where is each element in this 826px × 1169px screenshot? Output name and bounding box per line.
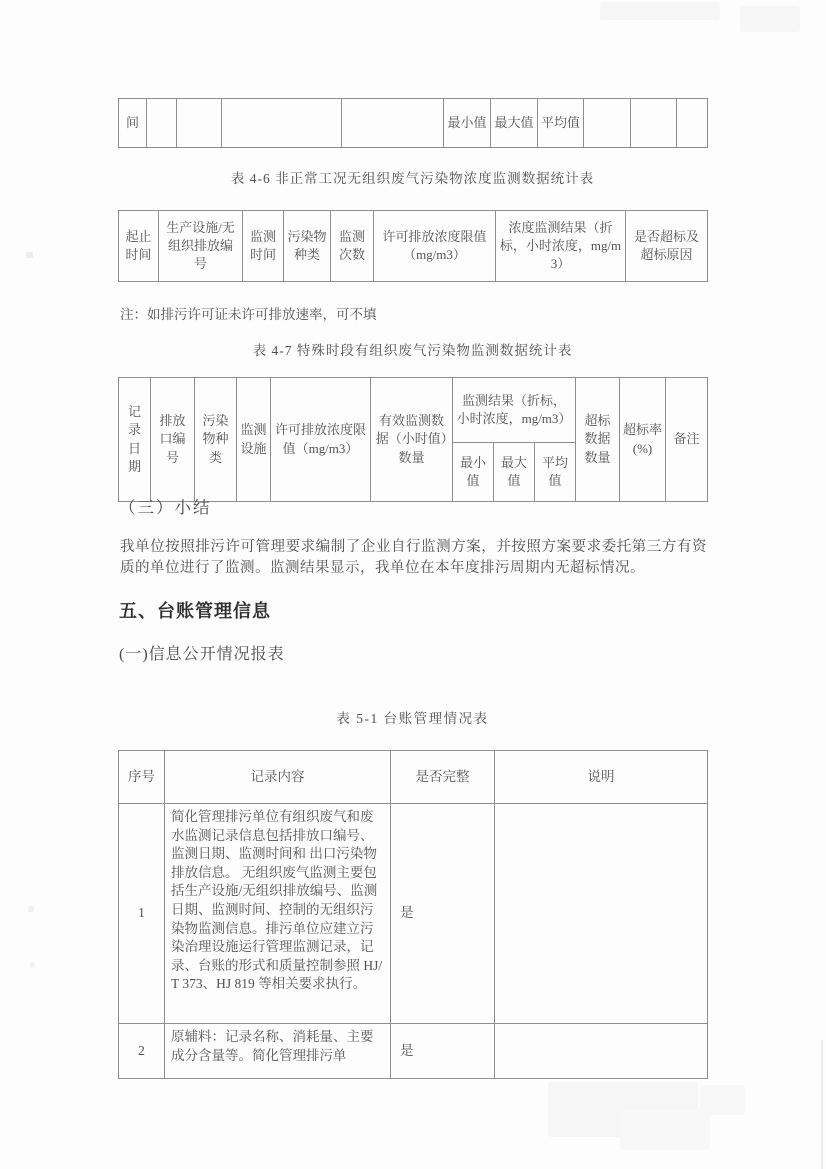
row2-is-complete: 是 (391, 1024, 495, 1079)
row2-explanation (495, 1024, 708, 1079)
row1-seq-no: 1 (119, 804, 165, 1024)
table-cell (342, 99, 444, 148)
table-4-6 (118, 210, 708, 282)
header-exceed-reason: 是否超标及超标原因 (626, 211, 708, 282)
table-row (119, 804, 708, 1024)
header-pollutant-type: 污染物种类 (195, 378, 237, 502)
header-is-complete: 是否完整 (391, 751, 495, 804)
row1-explanation (495, 804, 708, 1024)
header-monitor-time: 监测时间 (243, 211, 284, 282)
section-summary-heading: （三）小结 (119, 498, 212, 517)
scan-noise (700, 1085, 745, 1115)
table-cell-max: 最大值 (491, 99, 538, 148)
header-exceed-rate: 超标率(%) (620, 378, 666, 502)
header-avg-value: 平均值 (535, 443, 576, 502)
table-4-6-caption: 表 4-6 非正常工况无组织废气污染物浓度监测数据统计表 (230, 171, 595, 186)
scan-noise (548, 1082, 698, 1137)
header-min-value: 最小值 (453, 443, 494, 502)
header-seq-no: 序号 (119, 751, 165, 804)
header-record-content: 记录内容 (165, 751, 391, 804)
header-pollutant-type: 污染物种类 (284, 211, 331, 282)
header-start-end-time: 起止时间 (119, 211, 159, 282)
header-remark: 备注 (666, 378, 708, 502)
row2-seq-no: 2 (119, 1024, 165, 1079)
section-5-heading: 五、台账管理信息 (119, 601, 271, 621)
scan-noise (821, 1040, 823, 1169)
table-cell (631, 99, 677, 148)
header-exceed-count: 超标数据数量 (576, 378, 620, 502)
header-result-group: 监测结果（折标，小时浓度，mg/m3） (453, 378, 576, 443)
header-permit-limit: 许可排放浓度限值（mg/m3） (374, 211, 496, 282)
scan-noise (26, 252, 33, 258)
header-facility-id: 生产设施/无组织排放编号 (159, 211, 243, 282)
table-4-7 (118, 377, 708, 502)
row2-record-content: 原辅料：记录名称、消耗量、主要成分含量等。简化管理排污单 (165, 1024, 391, 1079)
header-outlet-no: 排放口编号 (151, 378, 195, 502)
table-cell (584, 99, 631, 148)
scan-noise (740, 6, 800, 32)
header-record-date: 记录日期 (119, 378, 151, 502)
header-valid-data-count: 有效监测数据（小时值）数量 (371, 378, 453, 502)
table-cell (147, 99, 177, 148)
table-cell (222, 99, 342, 148)
table-cell (177, 99, 222, 148)
table-cell (677, 99, 708, 148)
header-max-value: 最大值 (494, 443, 535, 502)
header-concentration-result: 浓度监测结果（折标，小时浓度，mg/m3） (496, 211, 626, 282)
scan-noise (600, 2, 720, 20)
summary-paragraph: 我单位按照排污许可管理要求编制了企业自行监测方案，并按照方案要求委托第三方有资质的单位进行了监测。监测结果显示，我单位在本年度排污周期内无超标情况。 (120, 539, 707, 576)
scan-noise (30, 962, 35, 967)
table-5-1-caption: 表 5-1 台账管理情况表 (336, 711, 489, 726)
table-4-7-caption: 表 4-7 特殊时段有组织废气污染物监测数据统计表 (252, 343, 573, 358)
table-cell-min: 最小值 (444, 99, 491, 148)
header-explanation: 说明 (495, 751, 708, 804)
table-cell-avg: 平均值 (538, 99, 584, 148)
header-monitor-facility: 监测设施 (237, 378, 271, 502)
table-cell: 间 (119, 99, 147, 148)
header-monitor-count: 监测次数 (331, 211, 374, 282)
row1-record-content: 简化管理排污单位有组织废气和废水监测记录信息包括排放口编号、监测日期、监测时间和 出口污染物排放信息。 无组织废气监测主要包括生产设施/无组织排放编号、监测日期、监测时间、控制的无组织污 染物监测信息。排污单位应建立污染治理设施运行管理监测记录，记录、台账的形式和质量控制参照 HJ/T 373、HJ 819 等相关要求执行。 (165, 804, 391, 1024)
continued-table-fragment (118, 98, 708, 148)
table-5-1 (118, 750, 708, 1079)
scan-noise (28, 906, 34, 912)
row1-is-complete: 是 (391, 804, 495, 1024)
section-5-subheading: (一)信息公开情况报表 (119, 646, 285, 663)
table-4-6-note: 注：如排污许可证未许可排放速率，可不填 (120, 307, 377, 322)
scan-noise (620, 1110, 710, 1150)
table-row (119, 1024, 708, 1079)
header-permit-limit: 许可排放浓度限值（mg/m3） (271, 378, 371, 502)
